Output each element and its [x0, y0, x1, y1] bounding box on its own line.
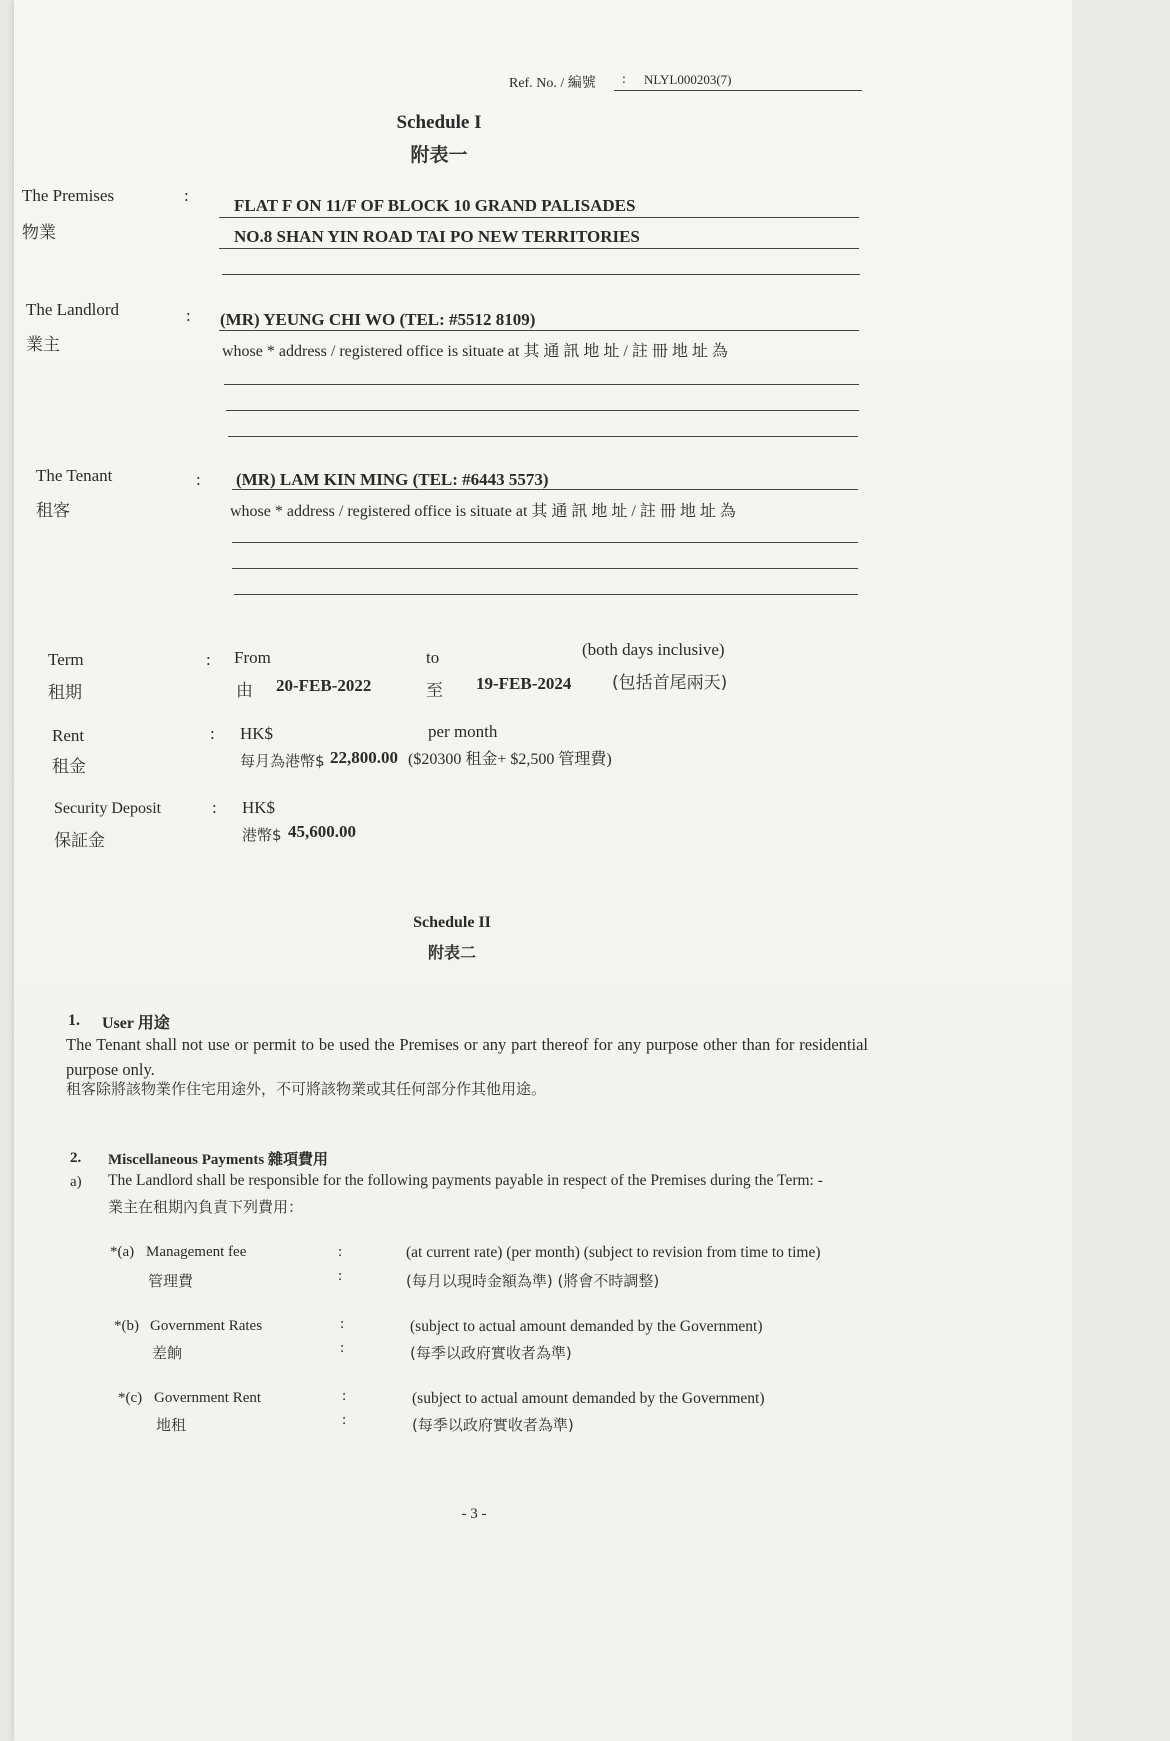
item-c-desc: (subject to actual amount demanded by the Government) [412, 1390, 765, 1407]
item-c-desc-cn: (每季以政府實收者為準) [412, 1416, 574, 1434]
tenant-label: The Tenant [36, 466, 113, 485]
clause-1-number: 1. [68, 1012, 80, 1029]
premises-line-2: NO.8 SHAN YIN ROAD TAI PO NEW TERRITORIES [234, 227, 640, 246]
tenant-colon: : [196, 470, 201, 489]
term-to-label: to [426, 648, 440, 667]
item-a-desc: (at current rate) (per month) (subject to revision from time to time) [406, 1244, 821, 1261]
tenant-name: (MR) LAM KIN MING (TEL: #6443 5573) [236, 470, 549, 489]
item-a-name-cn: 管理費 [148, 1272, 194, 1290]
schedule-1-title: Schedule I [396, 112, 482, 133]
page-number: - 3 - [461, 1506, 487, 1522]
item-a-desc-cn: (每月以現時金額為準) (將會不時調整) [406, 1272, 660, 1290]
deposit-prefix-cn: 港幣$ [242, 826, 282, 844]
item-b-name-cn: 差餉 [152, 1344, 183, 1362]
term-from-label: From [234, 648, 271, 667]
deposit-currency: HK$ [242, 798, 276, 817]
item-a-colon: : [338, 1244, 343, 1260]
rent-label-cn: 租金 [52, 757, 86, 777]
landlord-label-cn: 業主 [26, 335, 60, 355]
landlord-label: The Landlord [26, 300, 119, 319]
item-b-colon: : [340, 1316, 345, 1332]
rent-currency: HK$ [240, 724, 274, 743]
deposit-label-cn: 保証金 [54, 831, 105, 851]
clause-2-sub: a) [70, 1174, 82, 1190]
item-a-name: Management fee [146, 1244, 247, 1260]
landlord-name: (MR) YEUNG CHI WO (TEL: #5512 8109) [220, 310, 536, 329]
item-b-desc: (subject to actual amount demanded by the Government) [410, 1318, 763, 1335]
item-c-mark: *(c) [118, 1390, 143, 1406]
schedule-2-title: Schedule II [413, 914, 491, 931]
item-c-colon: : [342, 1388, 347, 1404]
term-label-cn: 租期 [48, 683, 82, 703]
term-label: Term [48, 650, 84, 669]
schedule-2-title-cn: 附表二 [427, 943, 476, 962]
item-b-colon-2: : [340, 1340, 345, 1356]
rent-colon: : [210, 724, 215, 743]
deposit-amount: 45,600.00 [288, 822, 356, 841]
clause-1-text: The Tenant shall not use or permit to be used the Premises or any part thereof for any purpose other than for residential purpose only. [66, 1035, 868, 1079]
deposit-colon: : [212, 798, 217, 817]
clause-2-text: The Landlord shall be responsible for the following payments payable in respect of the Premises during the Term: - [108, 1172, 823, 1189]
ref-colon: : [622, 72, 626, 87]
item-c-colon-2: : [342, 1412, 347, 1428]
tenant-label-cn: 租客 [36, 501, 70, 521]
item-b-mark: *(b) [114, 1318, 139, 1334]
term-from-date: 20-FEB-2022 [276, 676, 372, 695]
rent-per-month: per month [428, 722, 498, 741]
rent-breakdown: ($20300 租金+ $2,500 管理費) [408, 751, 612, 768]
ref-label: Ref. No. / 編號 [509, 76, 596, 91]
clause-2-number: 2. [70, 1150, 82, 1166]
premises-line-1: FLAT F ON 11/F OF BLOCK 10 GRAND PALISADES [234, 196, 636, 215]
item-a-mark: *(a) [110, 1244, 135, 1260]
rent-amount: 22,800.00 [330, 748, 398, 767]
item-c-name-cn: 地租 [156, 1416, 187, 1434]
term-to-date: 19-FEB-2024 [476, 674, 572, 693]
tenant-address-text: whose * address / registered office is situate at 其 通 訊 地 址 / 註 冊 地 址 為 [230, 503, 736, 520]
document-page [14, 0, 1072, 1741]
term-inclusive: (both days inclusive) [582, 640, 725, 659]
rent-label: Rent [52, 726, 85, 745]
premises-colon: : [184, 186, 189, 205]
clause-2-title: Miscellaneous Payments 雜項費用 [108, 1152, 328, 1168]
term-to-cn: 至 [426, 681, 443, 701]
clause-2-text-cn: 業主在租期內負責下列費用： [108, 1198, 304, 1216]
term-from-cn: 由 [236, 681, 253, 701]
schedule-1-title-cn: 附表一 [410, 144, 468, 166]
item-a-colon-2: : [338, 1268, 343, 1284]
clause-1-title: User 用途 [102, 1015, 170, 1032]
item-c-name: Government Rent [154, 1390, 262, 1406]
clause-1-text-cn: 租客除將該物業作住宅用途外，不可將該物業或其任何部分作其他用途。 [66, 1080, 547, 1098]
deposit-label: Security Deposit [54, 800, 162, 817]
premises-label-cn: 物業 [22, 223, 56, 243]
premises-label: The Premises [22, 186, 115, 205]
item-b-desc-cn: (每季以政府實收者為準) [410, 1344, 572, 1362]
background-edge [1072, 0, 1170, 1741]
ref-value: NLYL000203(7) [644, 72, 732, 87]
term-inclusive-cn: (包括首尾兩天) [612, 673, 728, 693]
rent-amount-prefix-cn: 每月為港幣$ [240, 752, 325, 770]
landlord-address-text: whose * address / registered office is situate at 其 通 訊 地 址 / 註 冊 地 址 為 [222, 343, 728, 360]
landlord-colon: : [186, 306, 191, 325]
term-colon: : [206, 650, 211, 669]
item-b-name: Government Rates [150, 1318, 263, 1334]
